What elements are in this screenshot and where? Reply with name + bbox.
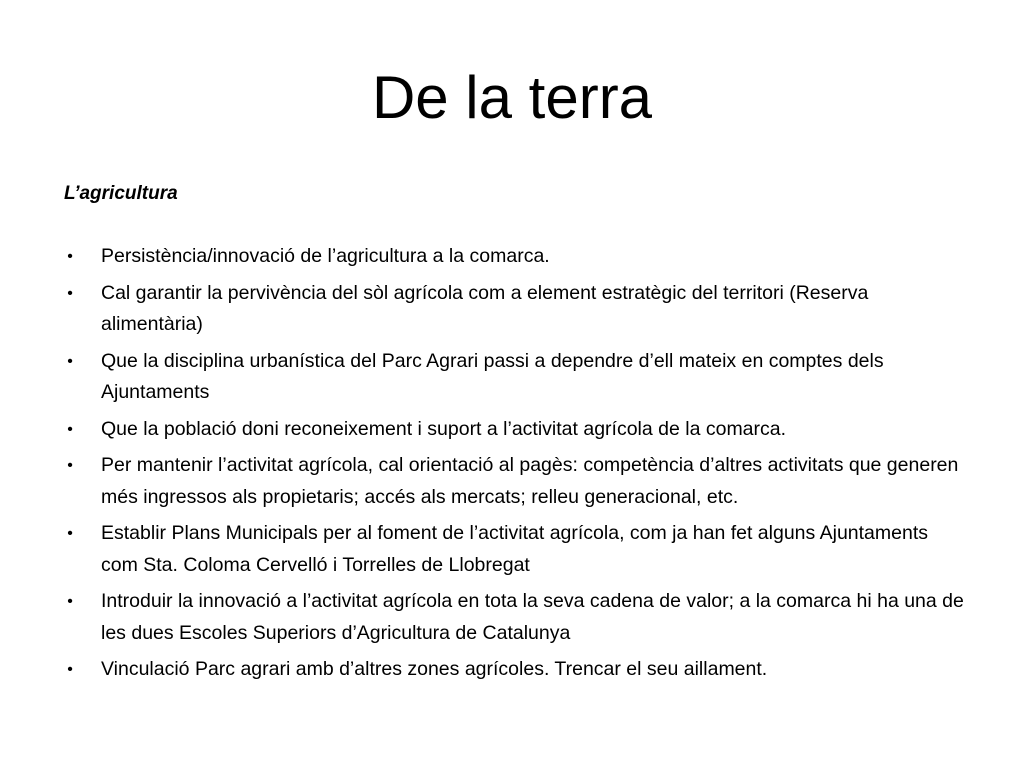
bullet-text: Que la població doni reconeixement i suport a l’activitat agrícola de la comarca. <box>101 417 787 440</box>
bullet-item <box>64 278 964 341</box>
bullet-text: Per mantenir l’activitat agrícola, cal orientació al pagès: competència d’altres activitats que generen més ingressos als propietaris; accés als mercats; relleu generacional, etc. <box>101 454 959 508</box>
bullet-list <box>64 241 964 691</box>
bullet-item <box>64 346 964 409</box>
bullet-text: Cal garantir la pervivència del sòl agrícola com a element estratègic del territori (Reserva alimentària) <box>101 281 869 335</box>
bullet-item <box>64 241 964 273</box>
slide-subtitle: L’agricultura <box>64 183 178 204</box>
bullet-icon: • <box>67 352 73 370</box>
bullet-item <box>64 654 964 686</box>
bullet-item <box>64 414 964 446</box>
bullet-icon: • <box>67 525 73 542</box>
bullet-icon: • <box>67 420 73 438</box>
bullet-icon: • <box>67 593 73 610</box>
bullet-text: Establir Plans Municipals per al foment de l’activitat agrícola, com ja han fet alguns Ajuntaments com Sta. Coloma Cervelló i Torrelles de Llobregat <box>101 522 929 576</box>
bullet-icon: • <box>67 457 73 474</box>
bullet-item <box>64 518 964 581</box>
bullet-text: Que la disciplina urbanística del Parc Agrari passi a dependre d’ell mateix en comptes dels Ajuntaments <box>101 349 884 403</box>
bullet-text: Introduir la innovació a l’activitat agrícola en tota la seva cadena de valor; a la comarca hi ha una de les dues Escoles Superiors d’Agricultura de Catalunya <box>101 590 964 644</box>
bullet-icon: • <box>67 284 73 302</box>
bullet-item <box>64 586 964 649</box>
bullet-icon: • <box>67 661 73 678</box>
slide-title: De la terra <box>371 64 653 131</box>
bullet-item <box>64 450 964 513</box>
bullet-icon: • <box>67 248 73 265</box>
bullet-text: Persistència/innovació de l’agricultura a la comarca. <box>101 245 550 267</box>
bullet-text: Vinculació Parc agrari amb d’altres zones agrícoles. Trencar el seu aillament. <box>101 658 768 680</box>
